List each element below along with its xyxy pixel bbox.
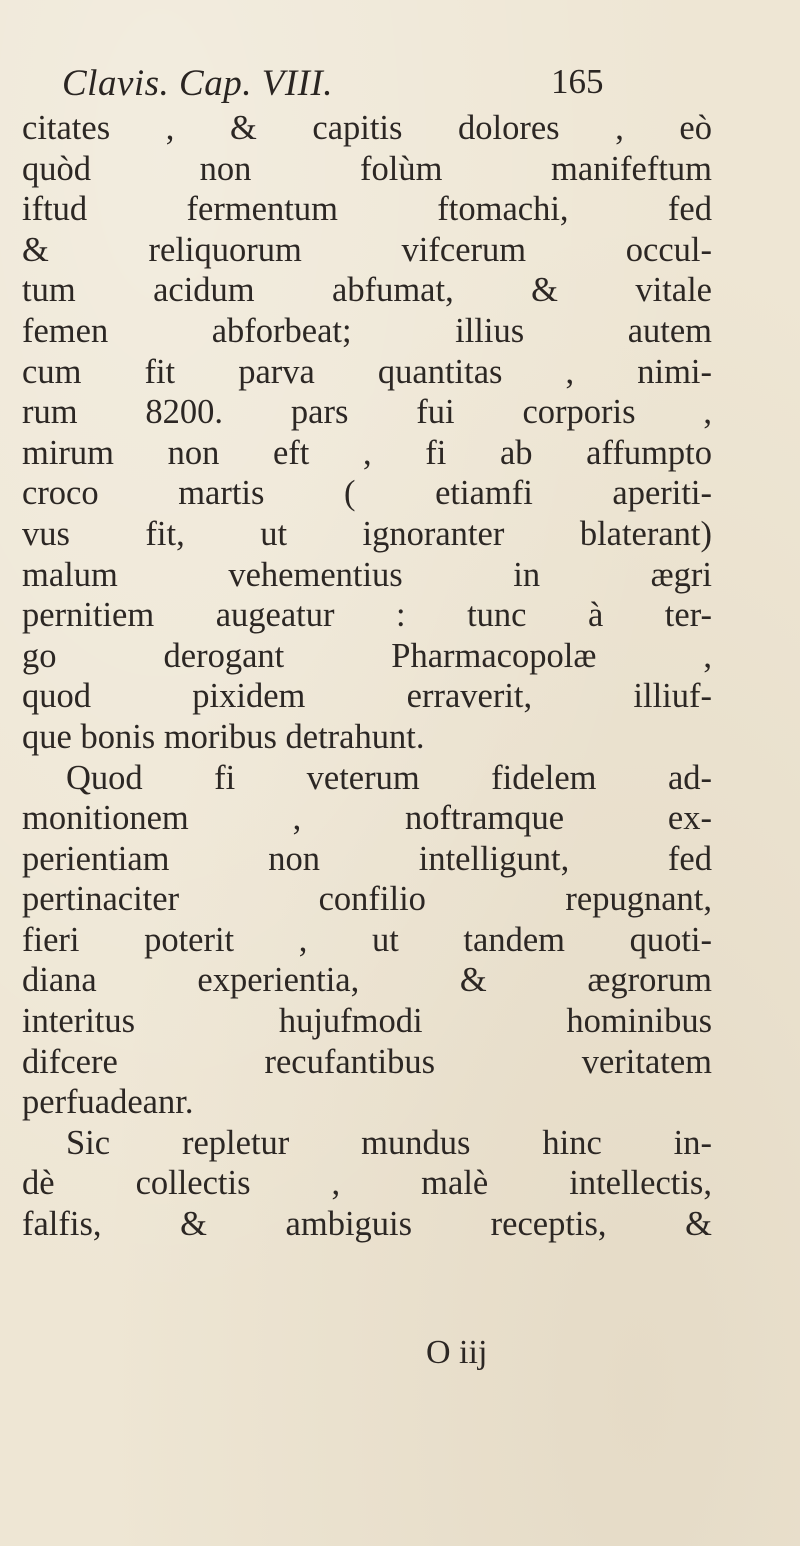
body-text xyxy=(22,108,712,1245)
text-line: difcere recufantibus veritatem xyxy=(22,1042,712,1081)
text-line: vus fit, ut ignoranter blaterant) xyxy=(22,514,712,553)
text-line: pertinaciter confilio repugnant, xyxy=(22,880,712,919)
text-line: pernitiem augeatur : tunc à ter- xyxy=(22,596,712,635)
running-head-title: Clavis. Cap. VIII. xyxy=(62,63,334,104)
signature-mark: O iij xyxy=(426,1334,488,1371)
text-line: citates , & capitis dolores , eò xyxy=(22,109,712,147)
text-line: Sic repletur mundus hinc in- xyxy=(66,1123,712,1162)
text-line: mirum non eft , fi ab affumpto xyxy=(22,433,712,472)
text-line: tum acidum abfumat, & vitale xyxy=(22,271,712,310)
text-line: perientiam non intelligunt, fed xyxy=(22,839,712,878)
text-line: que bonis moribus detrahunt. xyxy=(22,717,425,756)
text-line: falfis, & ambiguis receptis, & xyxy=(22,1205,712,1244)
text-line: rum 8200. pars fui corporis , xyxy=(22,393,712,432)
text-line: monitionem , noftramque ex- xyxy=(22,799,712,838)
text-line: diana experientia, & ægrorum xyxy=(22,961,712,1000)
text-line: malum vehementius in ægri xyxy=(22,555,712,594)
text-line: croco martis ( etiamfi aperiti- xyxy=(22,474,712,513)
running-head xyxy=(62,62,622,106)
text-line: quod pixidem erraverit, illiuf- xyxy=(22,677,712,716)
text-line: go derogant Pharmacopolæ , xyxy=(22,636,712,675)
text-line: cum fit parva quantitas , nimi- xyxy=(22,352,712,391)
text-line: interitus hujufmodi hominibus xyxy=(22,1002,712,1041)
text-line: femen abforbeat; illius autem xyxy=(22,311,712,350)
page-number: 165 xyxy=(551,62,604,101)
text-line: quòd non folùm manifeftum xyxy=(22,149,712,188)
text-line: & reliquorum vifcerum occul- xyxy=(22,230,712,269)
text-line: perfuadeanr. xyxy=(22,1083,194,1122)
text-line: iftud fermentum ftomachi, fed xyxy=(22,190,712,229)
text-line: Quod fi veterum fidelem ad- xyxy=(66,758,712,797)
text-line: dè collectis , malè intellectis, xyxy=(22,1164,712,1203)
text-line: fieri poterit , ut tandem quoti- xyxy=(22,920,712,959)
